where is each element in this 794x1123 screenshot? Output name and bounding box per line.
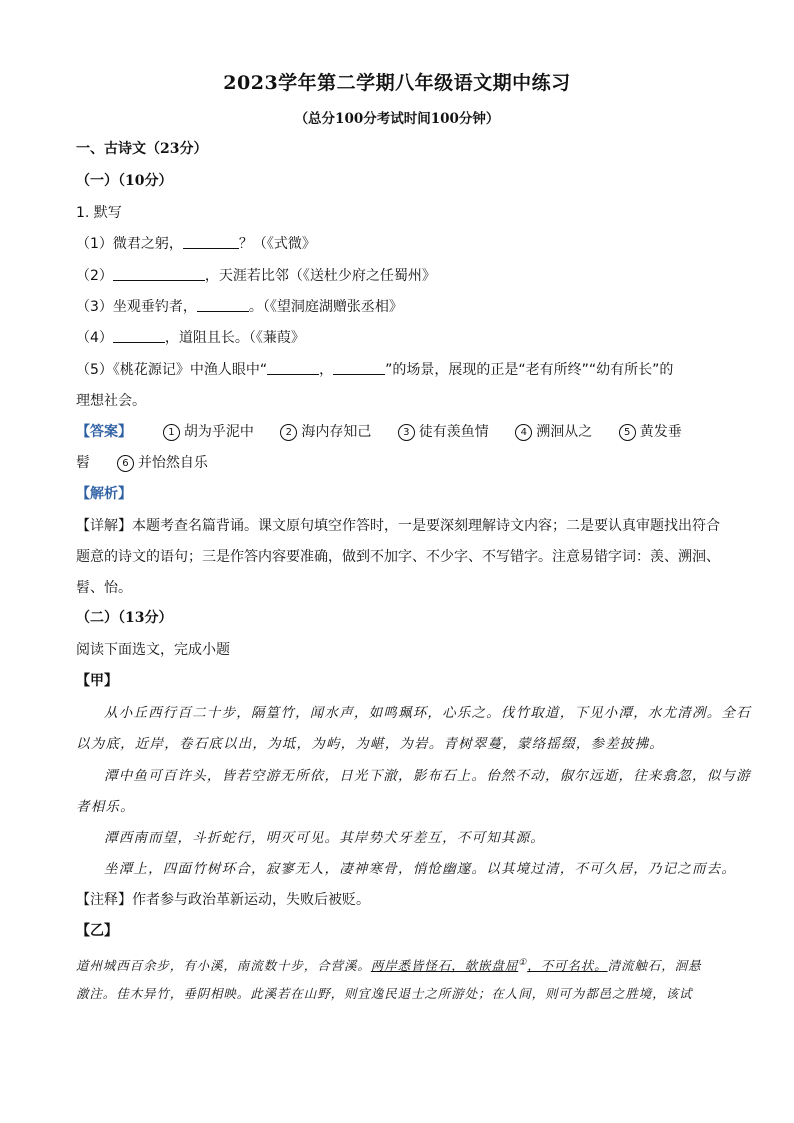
answer-text: 并怡然自乐 — [137, 455, 208, 471]
section-heading: 一、古诗文（23分） — [76, 141, 208, 157]
question-item-5 — [76, 359, 673, 381]
answer-row — [76, 421, 682, 443]
answer-text: 黄发垂 — [639, 424, 682, 440]
number-badge: 5 — [619, 424, 636, 441]
question-item-1 — [76, 233, 316, 255]
passage-line: 潭中鱼可百许头，皆若空游无所依，日光下澈，影布石上。佁然不动，俶尔远逝，往来翕忽，似与游 — [104, 768, 751, 784]
answer-item — [117, 452, 208, 474]
passage-line — [76, 952, 701, 977]
answer-item — [280, 421, 371, 443]
answer-item — [163, 421, 254, 443]
item-text: ， — [319, 362, 334, 378]
number-badge: 2 — [280, 424, 297, 441]
number-badge: 6 — [117, 455, 134, 472]
number-badge: 3 — [398, 424, 415, 441]
page-title: 2023学年第二学期八年级语文期中练习 — [223, 72, 571, 94]
passage-line: 者相乐。 — [76, 799, 135, 815]
passage-yi-tag: 【乙】 — [76, 923, 118, 939]
answer-wrap-text: 髫 — [76, 455, 90, 471]
answer-blank — [113, 327, 165, 343]
reading-instruction: 阅读下面选文，完成小题 — [76, 642, 230, 658]
analysis-tag: 【解析】 — [76, 486, 132, 502]
item-text: ，天涯若比邻（《送杜少府之任蜀州》 — [204, 268, 436, 284]
underlined-text: ，不可名状。 — [527, 958, 608, 974]
passage-jia-tag: 【甲】 — [76, 673, 118, 689]
number-badge: 4 — [515, 424, 532, 441]
answer-tag: 【答案】 — [76, 424, 132, 440]
passage-note: 【注释】作者参与政治革新运动，失败后被贬。 — [76, 892, 370, 908]
passage-text: 道州城西百余步，有小溪，南流数十步，合营溪。 — [76, 958, 371, 974]
passage-line: 以为底，近岸，卷石底以出，为坻，为屿，为嵁，为岩。青树翠蔓，蒙络摇缀，参差披拂。 — [76, 736, 664, 752]
passage-text: 清流触石，洄悬 — [607, 958, 702, 974]
answer-blank — [113, 265, 205, 281]
question-item-3 — [76, 296, 403, 318]
question-item-5-wrap: 理想社会。 — [76, 393, 146, 409]
answer-blank — [183, 233, 239, 249]
item-text: ”的场景，展现的正是“老有所终”“幼有所长”的 — [385, 362, 674, 378]
passage-line: 潭西南而望，斗折蛇行，明灭可见。其岸势犬牙差互，不可知其源。 — [104, 830, 545, 846]
answer-blank — [267, 359, 319, 375]
number-badge: 1 — [163, 424, 180, 441]
passage-line: 激注。佳木异竹，垂阴相映。此溪若在山野，则宜逸民退士之所游处；在人间，则可为都邑之胜境，该试 — [76, 986, 693, 1001]
passage-line: 从小丘西行百二十步，隔篁竹，闻水声，如鸣珮环，心乐之。伐竹取道，下见小潭，水尤清冽。全石 — [104, 705, 751, 721]
answer-text: 溯洄从之 — [536, 424, 593, 440]
answer-item — [619, 421, 682, 443]
answer-item — [398, 421, 489, 443]
item-text: ？（《式微》 — [238, 236, 316, 252]
question-item-4 — [76, 327, 305, 349]
underlined-text: 两岸悉皆怪石，欹嵌盘屈 — [370, 958, 519, 974]
item-text: （5）《桃花源记》中渔人眼中“ — [76, 362, 268, 378]
question-item-2 — [76, 265, 436, 287]
passage-line: 坐潭上，四面竹树环合，寂寥无人，凄神寒骨，悄怆幽邃。以其境过清，不可久居，乃记之而去。 — [104, 861, 737, 877]
answer-text: 徒有羡鱼情 — [418, 424, 489, 440]
item-text: （4） — [76, 330, 113, 346]
detail-line: 题意的诗文的语句；三是作答内容要准确，做到不加字、不少字、不写错字。注意易错字词：羡、溯洄、 — [76, 549, 720, 565]
question-1-label: 1. 默写 — [76, 205, 122, 221]
part1-heading: （一）（10分） — [76, 173, 173, 189]
answer-row-wrap — [76, 452, 230, 474]
detail-line: 髫、怡。 — [76, 580, 132, 596]
answer-blank — [197, 296, 249, 312]
footnote-marker: ① — [518, 958, 528, 968]
page-subtitle: （总分100分考试时间100分钟） — [294, 111, 500, 127]
item-text: ，道阻且长。（《蒹葭》 — [164, 330, 305, 346]
answer-text: 胡为乎泥中 — [183, 424, 254, 440]
detail-line: 【详解】本题考查名篇背诵。课文原句填空作答时，一是要深刻理解诗文内容；二是要认真审题找出符合 — [76, 518, 720, 534]
answer-text: 海内存知己 — [301, 424, 372, 440]
answer-blank — [333, 359, 385, 375]
item-text: （2） — [76, 268, 113, 284]
item-text: 。（《望洞庭湖赠张丞相》 — [248, 299, 403, 315]
answer-item — [515, 421, 592, 443]
item-text: （3）坐观垂钓者， — [76, 299, 197, 315]
part2-heading: （二）（13分） — [76, 610, 173, 626]
item-text: （1）微君之躬， — [76, 236, 183, 252]
